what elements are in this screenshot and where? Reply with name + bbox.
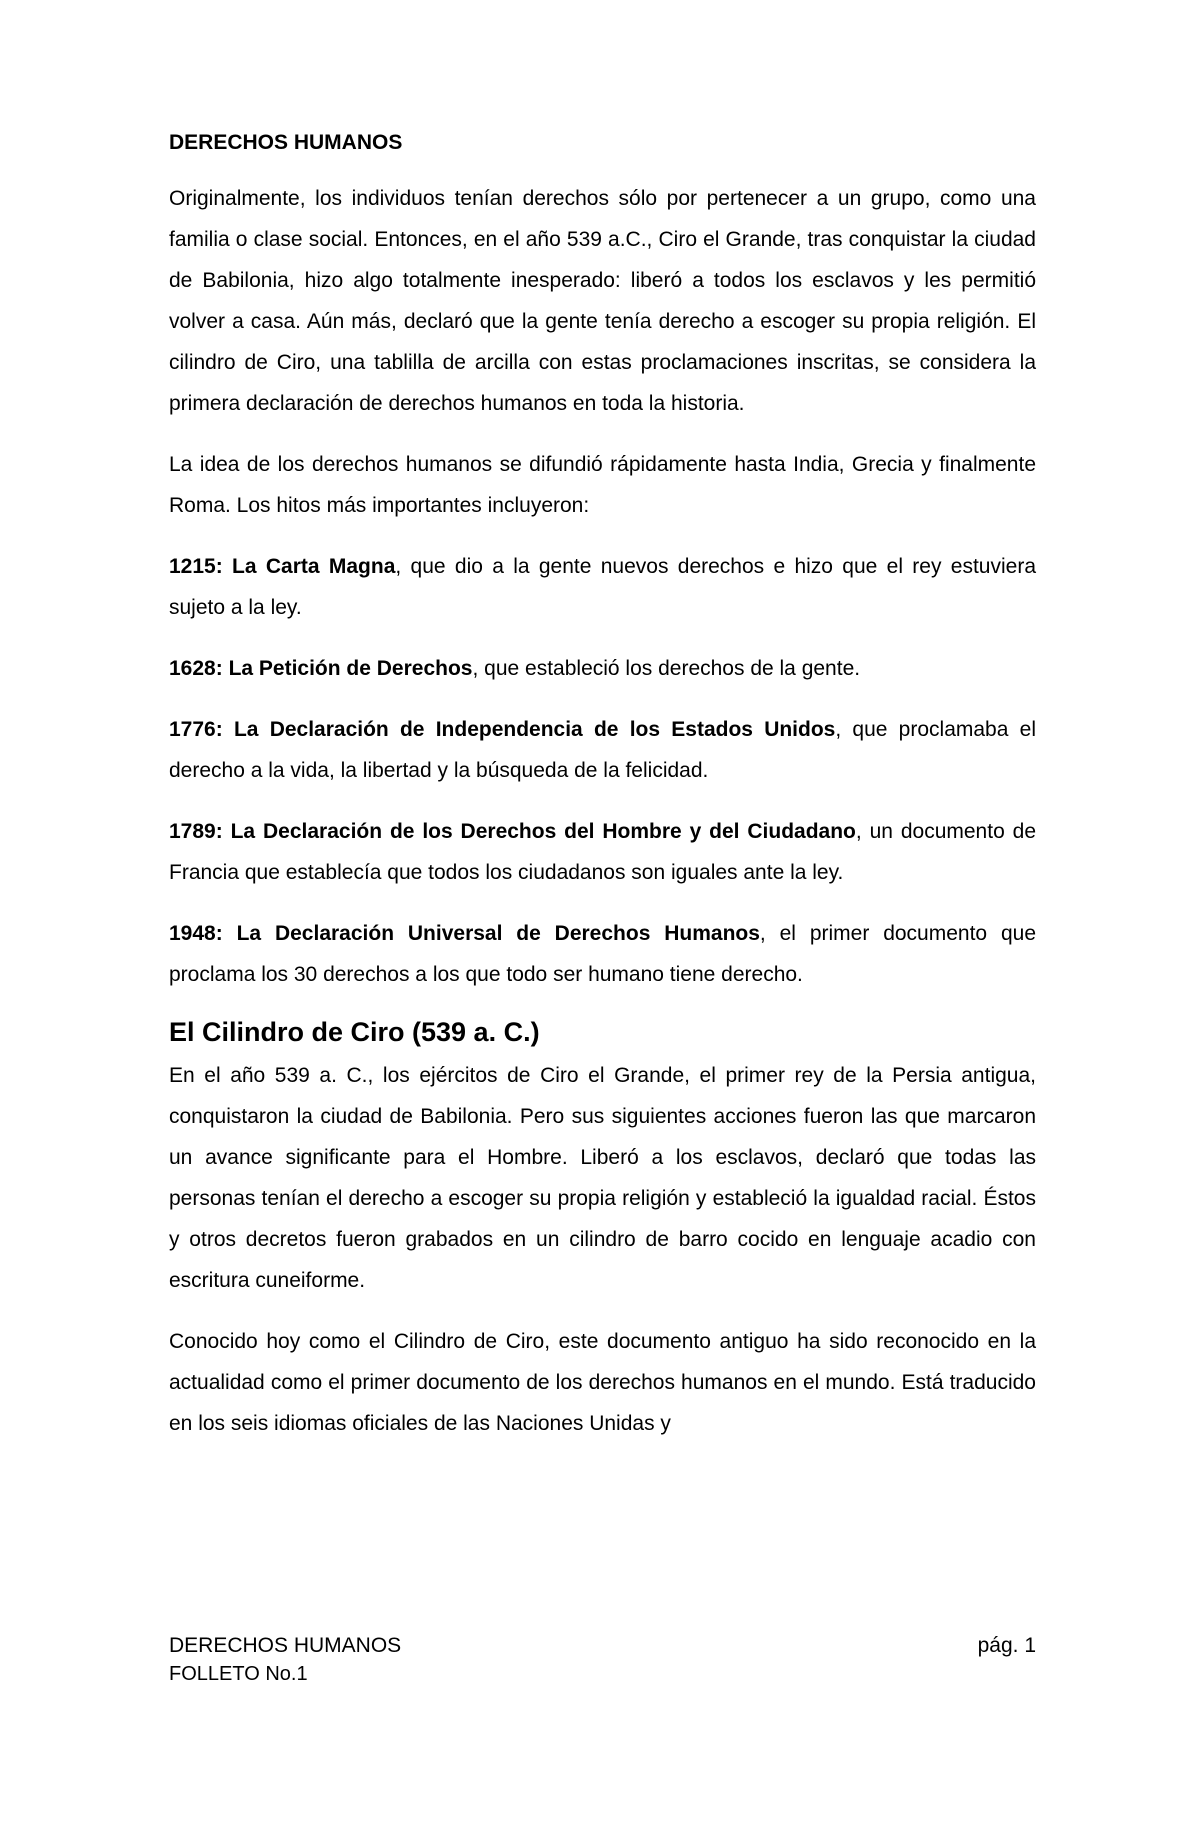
milestone-item [169, 546, 1036, 628]
milestone-name: La Declaración de los Derechos del Hombre y del Ciudadano [230, 820, 856, 843]
footer-booklet-label: FOLLETO No.1 [169, 1663, 308, 1685]
cylinder-paragraph: Conocido hoy como el Cilindro de Ciro, este documento antiguo ha sido reconocido en la actualidad como el primer documento de los derechos humanos en el mundo. Está traducido en los seis idiomas oficiales de las Naciones Unidas y [169, 1330, 1036, 1435]
footer-page-number: pág. 1 [977, 1634, 1036, 1657]
section-heading: El Cilindro de Ciro (539 a. C.) [169, 1017, 540, 1047]
milestone-name: La Declaración de Independencia de los Estados Unidos [233, 718, 836, 741]
milestone-desc: , el primer documento que proclama los 30 derechos a los que todo ser humano tiene derecho. [169, 922, 1036, 986]
milestone-item [169, 648, 1036, 689]
footer-document-name: DERECHOS HUMANOS [169, 1634, 402, 1657]
spread-paragraph: La idea de los derechos humanos se difundió rápidamente hasta India, Grecia y finalmente Roma. Los hitos más importantes incluyeron: [169, 453, 1036, 517]
milestone-item [169, 913, 1036, 995]
document-body [169, 128, 1036, 1464]
milestone-year: 1628: [169, 657, 223, 680]
milestone-desc: , un documento de Francia que establecía que todos los ciudadanos son iguales ante la ley. [169, 820, 1036, 884]
intro-paragraph: Originalmente, los individuos tenían derechos sólo por pertenecer a un grupo, como una familia o clase social. Entonces, en el año 539 a.C., Ciro el Grande, tras conquistar la ciudad de Babilonia, hizo algo totalmente inesperado: liberó a todos los esclavos y les permitió volver a casa. Aún más, declaró que la gente tenía derecho a escoger su propia religión. El cilindro de Ciro, una tablilla de arcilla con estas proclamaciones inscritas, se considera la primera declaración de derechos humanos en toda la historia. [169, 187, 1036, 415]
milestone-name: La Carta Magna [232, 555, 396, 578]
milestone-desc: , que dio a la gente nuevos derechos e hizo que el rey estuviera sujeto a la ley. [169, 555, 1037, 619]
milestone-desc: , que estableció los derechos de la gente. [472, 657, 861, 680]
milestone-desc: , que proclamaba el derecho a la vida, la libertad y la búsqueda de la felicidad. [169, 718, 1036, 782]
cyrus-paragraph: En el año 539 a. C., los ejércitos de Ciro el Grande, el primer rey de la Persia antigua, conquistaron la ciudad de Babilonia. Pero sus siguientes acciones fueron las que marcaron un avance significante para el Hombre. Liberó a los esclavos, declaró que todas las personas tenían el derecho a escoger su propia religión y estableció la igualdad racial. Éstos y otros decretos fueron grabados en un cilindro de barro cocido en lenguaje acadio con escritura cuneiforme. [169, 1064, 1036, 1292]
milestone-year: 1776: [169, 718, 223, 741]
milestone-item [169, 709, 1036, 791]
milestone-year: 1948: [169, 922, 223, 945]
document-title: DERECHOS HUMANOS [169, 131, 403, 154]
milestone-name: La Declaración Universal de Derechos Humanos [236, 922, 760, 945]
milestone-item [169, 811, 1036, 893]
milestone-year: 1215: [169, 555, 223, 578]
milestone-name: La Petición de Derechos [228, 657, 473, 680]
milestone-year: 1789: [169, 820, 223, 843]
page-footer [169, 1632, 1036, 1688]
